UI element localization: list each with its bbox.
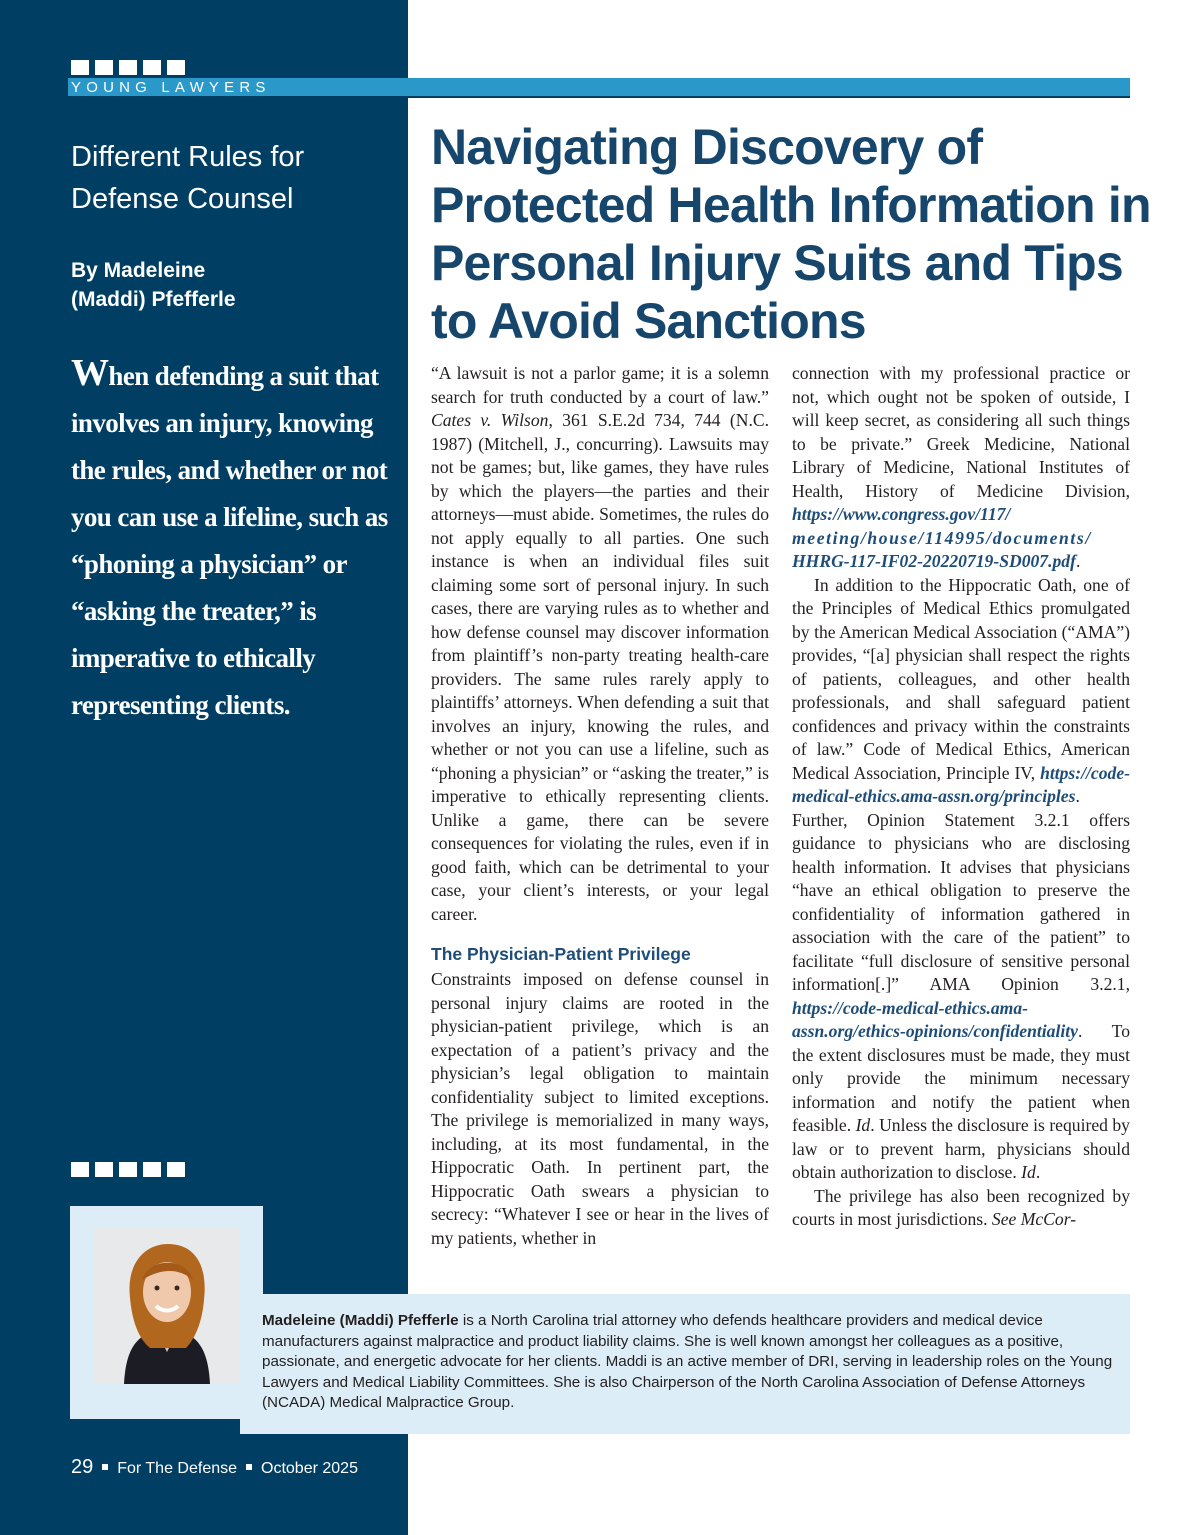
byline-line-1: By Madeleine (71, 259, 206, 282)
pull-quote-text: hen defending a suit that involves an injury, knowing the rules, and whether or not you can use a lifeline, such as “phoning a physician” or “asking the treater,” is imperative to ethically representing clients. (71, 361, 388, 720)
pull-quote (71, 350, 401, 729)
punctuation: . (1075, 551, 1081, 571)
body-column-2 (792, 362, 1130, 1232)
square-icon (71, 1162, 89, 1177)
congress-link-part-2[interactable]: meeting/house/114995/documents/ (792, 527, 1092, 548)
author-bio (262, 1311, 1114, 1414)
case-citation: Cates v. Wilson (431, 410, 549, 430)
ama-principles-link[interactable]: https://code-medical-ethics.ama-assn.org/principles (792, 762, 1130, 806)
id-citation: Id (1021, 1162, 1036, 1182)
paragraph-text: In addition to the Hippocratic Oath, one of the Principles of Medical Ethics promulgated by the American Medical Association (“AMA”) provides, “[a] physician shall respect the rights of patients, colleagues, and other health professionals, and shall safeguard patient confidences and privacy within the constraints of law.” Code of Medical Ethics, American Medical Association, Principle IV, (792, 574, 1130, 783)
paragraph-text: The privilege has also been recognized by courts in most jurisdictions. (792, 1185, 1130, 1229)
article-headline: Navigating Discovery of Protected Health Information in Personal Injury Suits and Tips to Avoid Sanctions (431, 119, 1151, 349)
author-name: Madeleine (Maddi) Pfefferle (262, 1312, 459, 1329)
separator-square-icon (102, 1464, 108, 1470)
page-number: 29 (71, 1456, 94, 1478)
section-label: YOUNG LAWYERS (71, 79, 271, 96)
author-photo (94, 1228, 240, 1384)
decorative-squares-top (71, 60, 185, 75)
congress-link-part-1[interactable]: https://www.congress.gov/117/ (792, 504, 1011, 524)
body-paragraph: Constraints imposed on defense counsel in personal injury claims are rooted in the physician-patient privilege, which is an expectation of a patient’s privacy and the physician’s legal obligation to maintain confidentiality subject to limited exceptions. The privilege is memorialized in many ways, including, at its most fundamental, in the Hippocratic Oath. In pertinent part, the Hippocratic Oath swears a physician to secrecy: “Whatever I see or hear in the lives of my patients, whether in (431, 969, 769, 1248)
issue-date: October 2025 (261, 1460, 358, 1477)
body-column-1 (431, 362, 769, 1250)
square-icon (143, 1162, 161, 1177)
byline (71, 256, 391, 314)
paragraph-text: . To the extent disclosures must be made, they must only provide the minimum necessary information and notify the patient when feasible. (792, 1021, 1130, 1135)
publication-name: For The Defense (117, 1460, 238, 1477)
pull-quote-initial: W (71, 352, 109, 394)
punctuation: . (1035, 1162, 1041, 1182)
square-icon (143, 60, 161, 75)
id-citation: Id (855, 1115, 871, 1135)
paragraph-text: . Further, Opinion Statement 3.2.1 offers guidance to physicians who are disclosing health information. It advises that physicians “have an ethical obligation to preserve the confidentiality of information gathered in association with the care of the patient” to facilitate “full disclosure of sensitive personal information[.]” AMA Opinion 3.2.1, (792, 786, 1130, 994)
page-footer (71, 1456, 358, 1479)
square-icon (71, 60, 89, 75)
square-icon (119, 1162, 137, 1177)
decorative-squares-bottom (71, 1162, 185, 1177)
body-paragraph (792, 362, 1130, 574)
body-paragraph (792, 574, 1130, 1185)
square-icon (95, 60, 113, 75)
ama-opinion-link[interactable]: https://code-medical-ethics.ama-assn.org/ethics-opinions/confidentiality (792, 997, 1078, 1041)
opening-quote: “A lawsuit is not a parlor game; it is a solemn search for truth conducted by a court of law.” (431, 363, 769, 407)
author-bio-text: is a North Carolina trial attorney who defends healthcare providers and medical device manufacturers against malpractice and product liability claims. She is well known amongst her colleagues as a positive, passionate, and energetic advocate for her clients. Maddi is an active member of DRI, serving in leadership roles on the Young Lawyers and Medical Liability Committees. She is also Chairperson of the North Carolina Association of Defense Attorneys (NCADA) Medical Malpractice Group. (262, 1312, 1113, 1411)
square-icon (167, 1162, 185, 1177)
byline-line-2: (Maddi) Pfefferle (71, 288, 236, 311)
square-icon (167, 60, 185, 75)
section-subhead: The Physician-Patient Privilege (431, 944, 691, 964)
article-deck: Different Rules for Defense Counsel (71, 141, 305, 215)
paragraph-text: , 361 S.E.2d 734, 744 (N.C. 1987) (Mitchell, J., concurring). Lawsuits may not be games; but, like games, they have rules by which the players—the parties and their attorneys—must abide. Sometimes, the rules do not apply equally to all parties. One such instance is when an individual files suit claiming some sort of personal injury. In such cases, there are varying rules as to whether and how defense counsel may discover information from plaintiff’s non-party treating health-care providers. The same rules rarely apply to plaintiffs’ attorneys. When defending a suit that involves an injury, knowing the rules, and whether or not you can use a lifeline, such as “phoning a physician” or “asking the treater,” is imperative to ethically representing clients. Unlike a game, there can be severe consequences for violating the rules, even if in good faith, which can be detrimental to your case, your client’s interests, or your legal career. (431, 410, 769, 924)
body-paragraph (792, 1185, 1130, 1232)
square-icon (119, 60, 137, 75)
separator-square-icon (246, 1464, 252, 1470)
congress-link-part-3[interactable]: HHRG-117-IF02-20220719-SD007.pdf (792, 551, 1076, 571)
section-band-divider (408, 96, 1130, 98)
author-portrait-icon (94, 1228, 240, 1384)
paragraph-text: connection with my professional practice or not, which ought not be spoken of outside, I will keep secret, as considering all such things to be private.” Greek Medicine, National Library of Medicine, National Institutes of Health, History of Medicine Division, (792, 363, 1130, 501)
see-citation: See McCor- (991, 1209, 1077, 1229)
body-paragraph (431, 362, 769, 926)
square-icon (95, 1162, 113, 1177)
paragraph-text: . Unless the disclosure is required by law or to prevent harm, physicians should obtain authorization to disclose. (792, 1115, 1130, 1182)
